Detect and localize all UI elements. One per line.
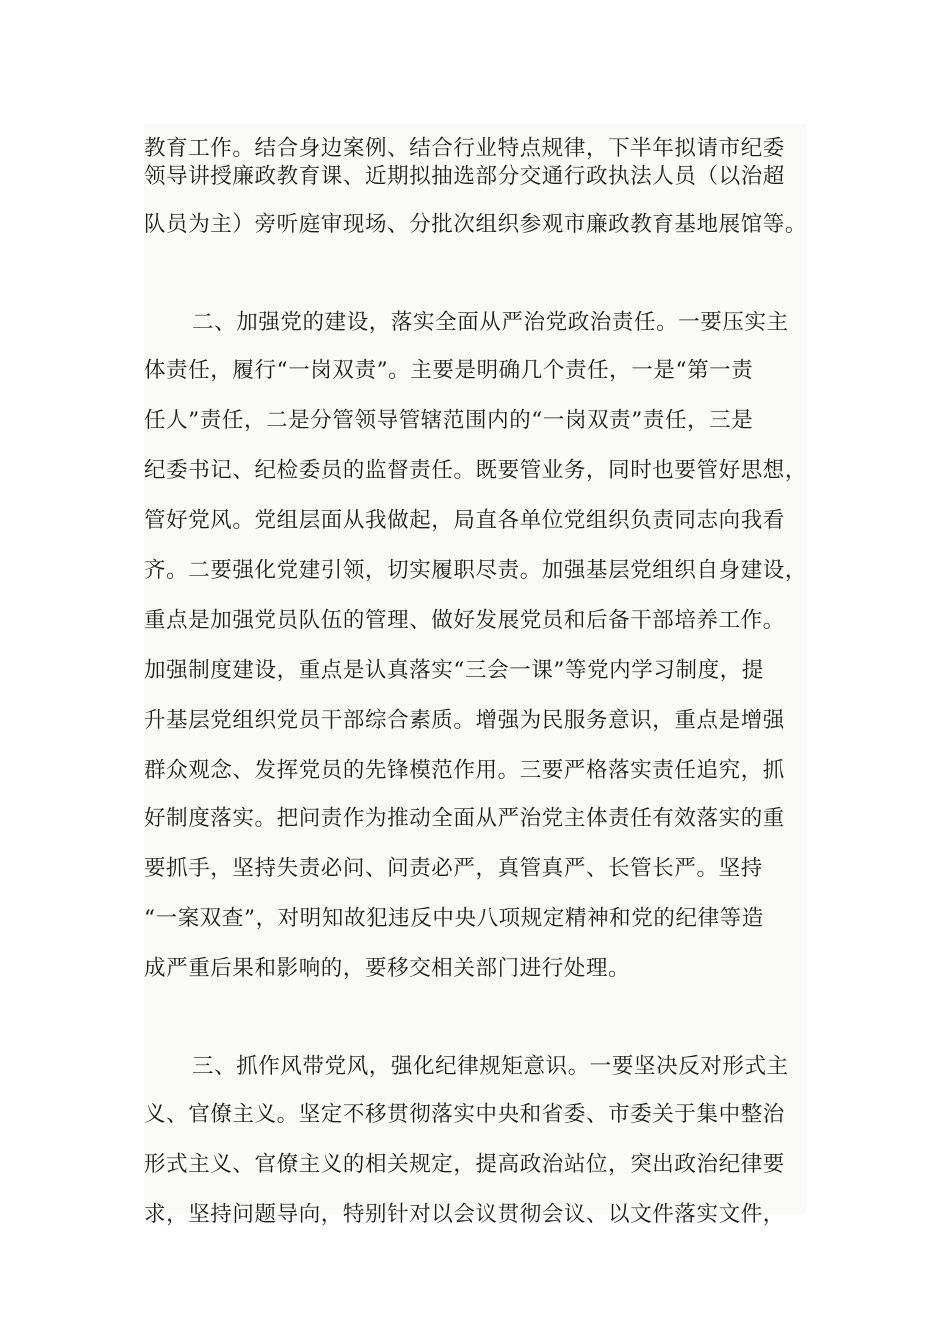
text-line: 求，坚持问题导向，特别针对以会议贯彻会议、以文件落实文件， xyxy=(144,1202,785,1227)
text-line: 形式主义、官僚主义的相关规定，提高政治站位，突出政治纪律要 xyxy=(144,1152,785,1177)
text-line: 队员为主）旁听庭审现场、分批次组织参观市廉政教育基地展馆等。 xyxy=(144,212,808,237)
text-line: “一案双查”，对明知故犯违反中央八项规定精神和党的纪律等造 xyxy=(144,906,764,931)
text-line: 教育工作。结合身边案例、结合行业特点规律，下半年拟请市纪委 xyxy=(144,136,785,161)
text-line: 领导讲授廉政教育课、近期拟抽选部分交通行政执法人员（以治超 xyxy=(144,164,785,189)
text-line: 义、官僚主义。坚定不移贯彻落实中央和省委、市委关于集中整治 xyxy=(144,1102,785,1127)
text-line: 齐。二要强化党建引领，切实履职尽责。加强基层党组织自身建设， xyxy=(144,558,808,583)
paragraph-2-first-line: 二、加强党的建设，落实全面从严治党政治责任。一要压实主 xyxy=(192,310,789,335)
paragraph-3-first-line: 三、抓作风带党风，强化纪律规矩意识。一要坚决反对形式主 xyxy=(192,1054,789,1079)
text-line: 加强制度建设，重点是认真落实“三会一课”等党内学习制度，提 xyxy=(144,658,764,683)
text-line: 好制度落实。把问责作为推动全面从严治党主体责任有效落实的重 xyxy=(144,806,785,831)
text-line: 升基层党组织党员干部综合素质。增强为民服务意识，重点是增强 xyxy=(144,708,785,733)
text-line: 体责任，履行“一岗双责”。主要是明确几个责任，一是“第一责 xyxy=(144,358,754,383)
text-line: 重点是加强党员队伍的管理、做好发展党员和后备干部培养工作。 xyxy=(144,608,785,633)
text-line: 纪委书记、纪检委员的监督责任。既要管业务，同时也要管好思想， xyxy=(144,458,808,483)
text-line: 任人”责任，二是分管领导管辖范围内的“一岗双责”责任，三是 xyxy=(144,408,754,433)
text-line: 要抓手，坚持失责必问、问责必严，真管真严、长管长严。坚持 xyxy=(144,856,763,881)
text-line: 群众观念、发挥党员的先锋模范作用。三要严格落实责任追究，抓 xyxy=(144,758,785,783)
text-line: 管好党风。党组层面从我做起，局直各单位党组织负责同志向我看 xyxy=(144,508,785,533)
text-line: 成严重后果和影响的，要移交相关部门进行处理。 xyxy=(144,956,631,981)
